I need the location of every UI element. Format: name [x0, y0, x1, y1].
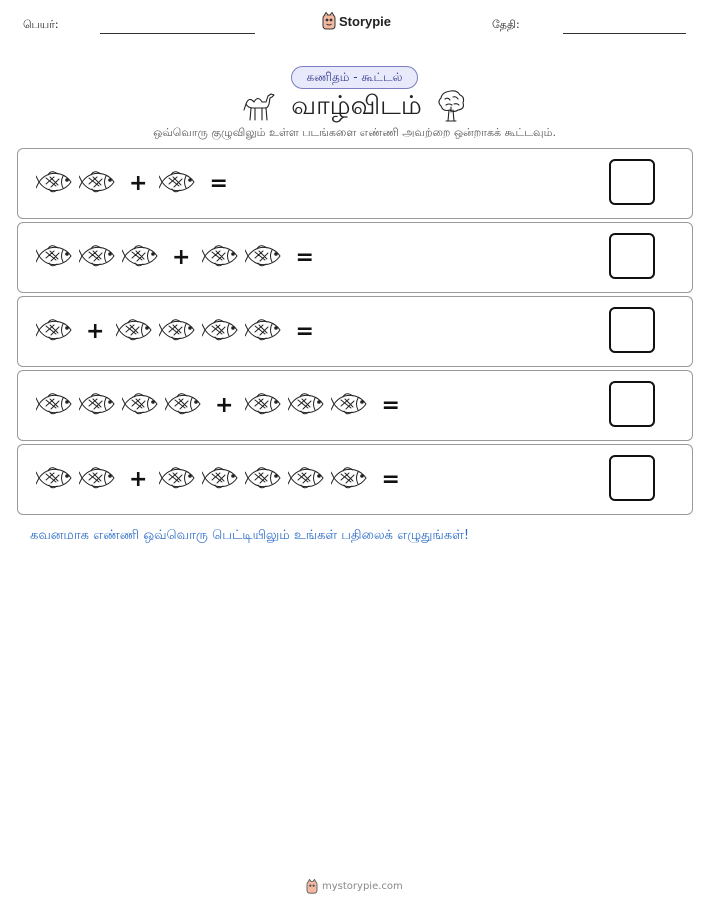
- brand: [322, 12, 391, 30]
- answer-box[interactable]: [609, 307, 655, 353]
- tree-icon: [436, 89, 466, 123]
- footer-note: கவனமாக எண்ணி ஒவ்வொரு பெட்டியிலும் உங்கள் பதிலைக் எழுதுங்கள்!: [30, 528, 470, 543]
- fish-icon: [122, 390, 162, 418]
- fish-icon: [245, 390, 285, 418]
- answer-box[interactable]: [609, 455, 655, 501]
- equals-sign: =: [209, 171, 228, 196]
- fish-icon: [36, 242, 76, 270]
- equals-sign: =: [295, 319, 314, 344]
- name-label: பெயர்:: [23, 18, 59, 31]
- fish-icon: [159, 316, 199, 344]
- equation: [36, 149, 240, 218]
- problem-card-4: [17, 370, 693, 441]
- subject-badge: கணிதம் - கூட்டல்: [291, 66, 418, 89]
- fish-icon: [331, 390, 371, 418]
- fish-icon: [79, 464, 119, 492]
- camel-icon: [243, 90, 277, 122]
- group-left: [36, 390, 208, 422]
- plus-sign: +: [172, 245, 191, 270]
- storypie-logo-icon: [322, 12, 336, 30]
- answer-box[interactable]: [609, 381, 655, 427]
- fish-icon: [245, 464, 285, 492]
- fish-icon: [202, 242, 242, 270]
- group-left: [36, 316, 79, 348]
- problem-card-3: [17, 296, 693, 367]
- group-right: [159, 168, 202, 200]
- fish-icon: [36, 168, 76, 196]
- fish-icon: [288, 390, 328, 418]
- problem-card-2: [17, 222, 693, 293]
- group-right: [116, 316, 288, 348]
- group-left: [36, 242, 165, 274]
- fish-icon: [122, 242, 162, 270]
- fish-icon: [331, 464, 371, 492]
- problem-card-1: [17, 148, 693, 219]
- equation: [36, 371, 412, 440]
- fish-icon: [36, 390, 76, 418]
- fish-icon: [245, 316, 285, 344]
- page-title: வாழ்விடம்: [291, 91, 422, 121]
- equals-sign: =: [381, 393, 400, 418]
- plus-sign: +: [86, 319, 105, 344]
- instructions: ஒவ்வொரு குழுவிலும் உள்ள படங்களை எண்ணி அவற்றை ஒன்றாகக் கூட்டவும்.: [153, 126, 556, 139]
- equals-sign: =: [381, 467, 400, 492]
- fish-icon: [159, 464, 199, 492]
- fish-icon: [36, 316, 76, 344]
- answer-box[interactable]: [609, 233, 655, 279]
- answer-box[interactable]: [609, 159, 655, 205]
- footer-url[interactable]: mystorypie.com: [322, 881, 403, 892]
- fish-icon: [79, 390, 119, 418]
- group-right: [159, 464, 374, 496]
- title-row: [0, 88, 709, 124]
- fish-icon: [165, 390, 205, 418]
- storypie-logo-icon: [306, 879, 318, 894]
- group-right: [245, 390, 374, 422]
- group-left: [36, 168, 122, 200]
- plus-sign: +: [129, 467, 148, 492]
- date-line[interactable]: [563, 33, 686, 34]
- date-label: தேதி:: [492, 18, 520, 31]
- plus-sign: +: [215, 393, 234, 418]
- fish-icon: [79, 168, 119, 196]
- equation: [36, 297, 326, 366]
- fish-icon: [288, 464, 328, 492]
- equation: [36, 223, 326, 292]
- problem-card-5: [17, 444, 693, 515]
- fish-icon: [159, 168, 199, 196]
- fish-icon: [202, 464, 242, 492]
- equation: [36, 445, 412, 514]
- fish-icon: [79, 242, 119, 270]
- plus-sign: +: [129, 171, 148, 196]
- name-line[interactable]: [100, 33, 255, 34]
- fish-icon: [116, 316, 156, 344]
- fish-icon: [202, 316, 242, 344]
- fish-icon: [245, 242, 285, 270]
- footer: [306, 879, 403, 894]
- brand-name: Storypie: [339, 13, 392, 29]
- group-right: [202, 242, 288, 274]
- fish-icon: [36, 464, 76, 492]
- group-left: [36, 464, 122, 496]
- equals-sign: =: [295, 245, 314, 270]
